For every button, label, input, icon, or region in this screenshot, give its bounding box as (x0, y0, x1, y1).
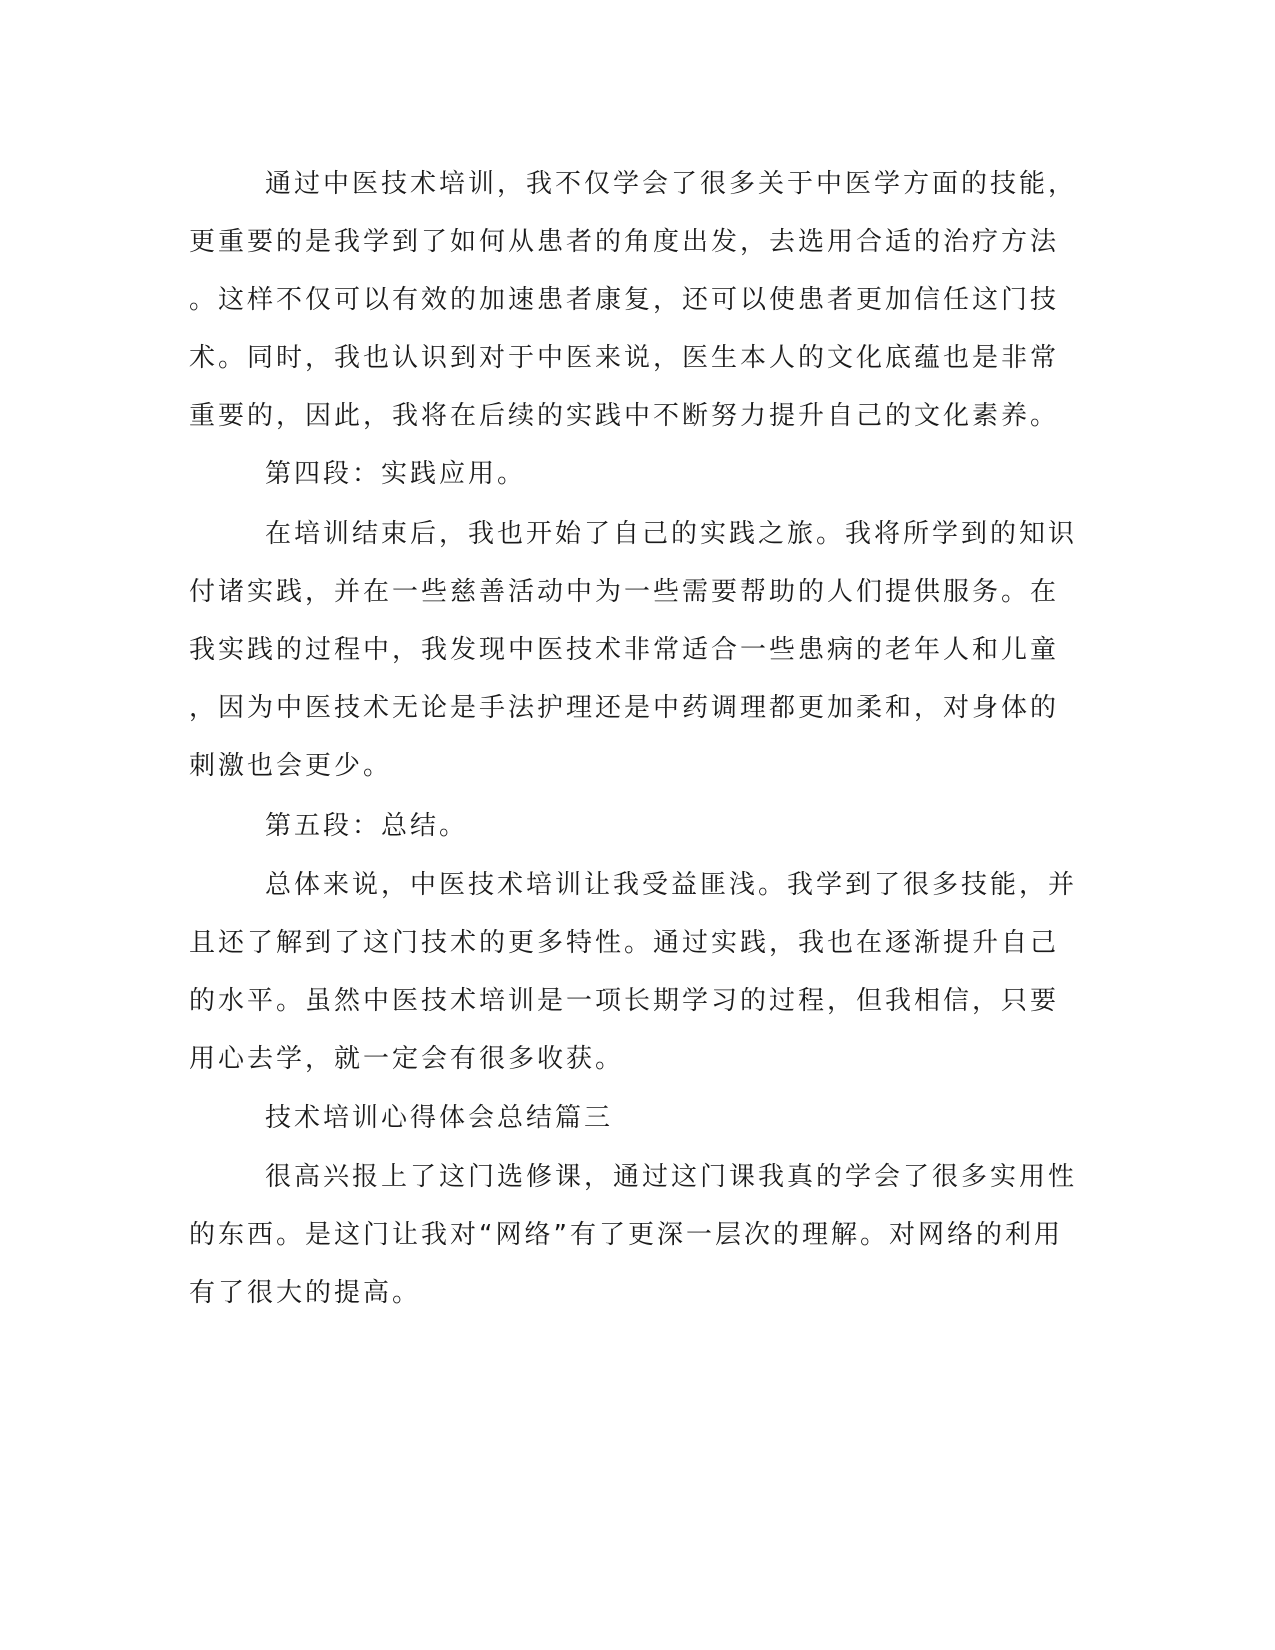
paragraph-line: 用心去学，就一定会有很多收获。 (189, 1044, 625, 1074)
section-heading: 第五段：总结。 (265, 811, 469, 841)
paragraph-line: 的东西。是这门让我对“网络”有了更深一层次的理解。对网络的利用 (189, 1220, 1063, 1250)
paragraph-line: 很高兴报上了这门选修课，通过这门课我真的学会了很多实用性 (265, 1162, 1078, 1192)
paragraph-line: 在培训结束后，我也开始了自己的实践之旅。我将所学到的知识 (265, 519, 1078, 549)
paragraph-line: 重要的，因此，我将在后续的实践中不断努力提升自己的文化素养。 (189, 401, 1060, 431)
paragraph-line: ，因为中医技术无论是手法护理还是中药调理都更加柔和，对身体的 (189, 693, 1060, 723)
paragraph-line: 且还了解到了这门技术的更多特性。通过实践，我也在逐渐提升自己 (189, 928, 1060, 958)
paragraph-line: 我实践的过程中，我发现中医技术非常适合一些患病的老年人和儿童 (189, 635, 1060, 665)
paragraph-line: 更重要的是我学到了如何从患者的角度出发，去选用合适的治疗方法 (189, 227, 1060, 257)
paragraph-line: 术。同时，我也认识到对于中医来说，医生本人的文化底蕴也是非常 (189, 343, 1060, 373)
paragraph-line: 的水平。虽然中医技术培训是一项长期学习的过程，但我相信，只要 (189, 986, 1060, 1016)
paragraph-line: 刺激也会更少。 (189, 751, 393, 781)
paragraph-line: 有了很大的提高。 (189, 1278, 422, 1308)
section-title: 技术培训心得体会总结篇三 (265, 1103, 614, 1133)
paragraph-line: 付诸实践，并在一些慈善活动中为一些需要帮助的人们提供服务。在 (189, 577, 1060, 607)
section-heading: 第四段：实践应用。 (265, 459, 527, 489)
paragraph-line: 总体来说，中医技术培训让我受益匪浅。我学到了很多技能，并 (265, 870, 1078, 900)
paragraph-line: 通过中医技术培训，我不仅学会了很多关于中医学方面的技能， (265, 169, 1078, 199)
paragraph-line: 。这样不仅可以有效的加速患者康复，还可以使患者更加信任这门技 (189, 285, 1060, 315)
